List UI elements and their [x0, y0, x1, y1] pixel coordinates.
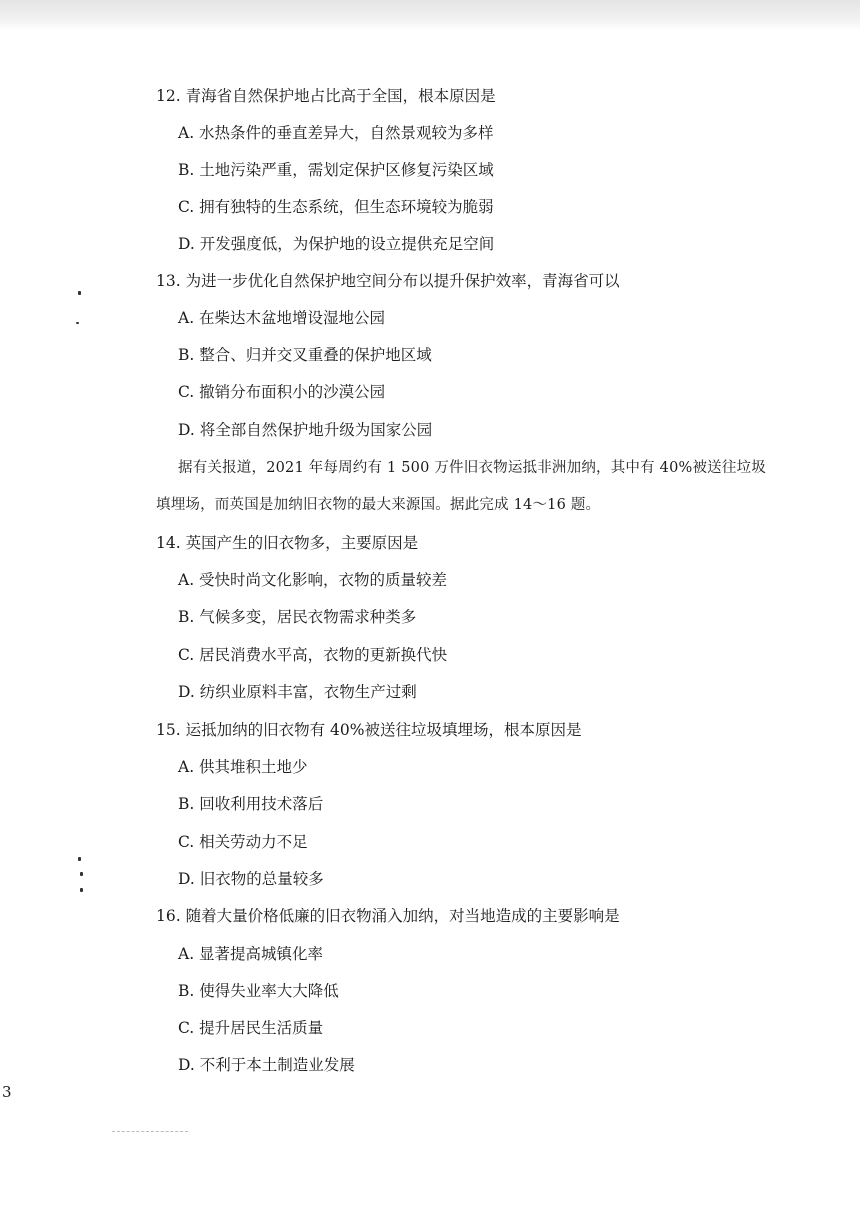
- question-15-option-c: C. 相关劳动力不足: [178, 833, 308, 851]
- material-paragraph-line-2: 填埋场，而英国是加纳旧衣物的最大来源国。据此完成 14～16 题。: [156, 497, 601, 513]
- question-12-option-b: B. 土地污染严重，需划定保护区修复污染区域: [178, 161, 494, 179]
- question-13-option-d: D. 将全部自然保护地升级为国家公园: [178, 421, 433, 439]
- question-13-option-a: A. 在柴达木盆地增设湿地公园: [178, 309, 386, 327]
- binding-hole-mark: [80, 888, 83, 892]
- question-16-option-a: A. 显著提高城镇化率: [178, 945, 324, 963]
- question-12-option-a: A. 水热条件的垂直差异大，自然景观较为多样: [178, 124, 494, 142]
- question-16-option-d: D. 不利于本土制造业发展: [178, 1056, 355, 1074]
- binding-hole-mark: [80, 872, 83, 876]
- question-16-stem: 16. 随着大量价格低廉的旧衣物涌入加纳，对当地造成的主要影响是: [156, 907, 620, 925]
- question-13-option-c: C. 撤销分布面积小的沙漠公园: [178, 383, 386, 401]
- question-16-option-c: C. 提升居民生活质量: [178, 1019, 324, 1037]
- question-12-option-c: C. 拥有独特的生态系统，但生态环境较为脆弱: [178, 198, 494, 216]
- binding-hole-mark: [78, 291, 81, 295]
- question-14-option-b: B. 气候多变，居民衣物需求种类多: [178, 608, 417, 626]
- scan-top-edge: [0, 0, 860, 30]
- question-12-stem: 12. 青海省自然保护地占比高于全国，根本原因是: [156, 87, 496, 105]
- scan-dash-artifact: [112, 1131, 188, 1132]
- binding-hole-mark: [76, 322, 79, 324]
- page-number: 3: [2, 1083, 12, 1101]
- question-14-option-c: C. 居民消费水平高，衣物的更新换代快: [178, 646, 448, 664]
- question-14-stem: 14. 英国产生的旧衣物多，主要原因是: [156, 534, 419, 552]
- question-16-option-b: B. 使得失业率大大降低: [178, 982, 339, 1000]
- material-paragraph-line-1: 据有关报道，2021 年每周约有 1 500 万件旧衣物运抵非洲加纳，其中有 40%被送往垃圾: [178, 460, 766, 476]
- question-13-stem: 13. 为进一步优化自然保护地空间分布以提升保护效率，青海省可以: [156, 272, 620, 290]
- question-15-stem: 15. 运抵加纳的旧衣物有 40%被送往垃圾填埋场，根本原因是: [156, 721, 582, 739]
- question-15-option-a: A. 供其堆积土地少: [178, 758, 308, 776]
- binding-hole-mark: [78, 857, 81, 861]
- question-15-option-b: B. 回收利用技术落后: [178, 795, 324, 813]
- question-12-option-d: D. 开发强度低，为保护地的设立提供充足空间: [178, 235, 495, 253]
- question-13-option-b: B. 整合、归并交叉重叠的保护地区域: [178, 346, 432, 364]
- question-14-option-d: D. 纺织业原料丰富，衣物生产过剩: [178, 683, 417, 701]
- question-15-option-d: D. 旧衣物的总量较多: [178, 870, 324, 888]
- question-14-option-a: A. 受快时尚文化影响，衣物的质量较差: [178, 571, 448, 589]
